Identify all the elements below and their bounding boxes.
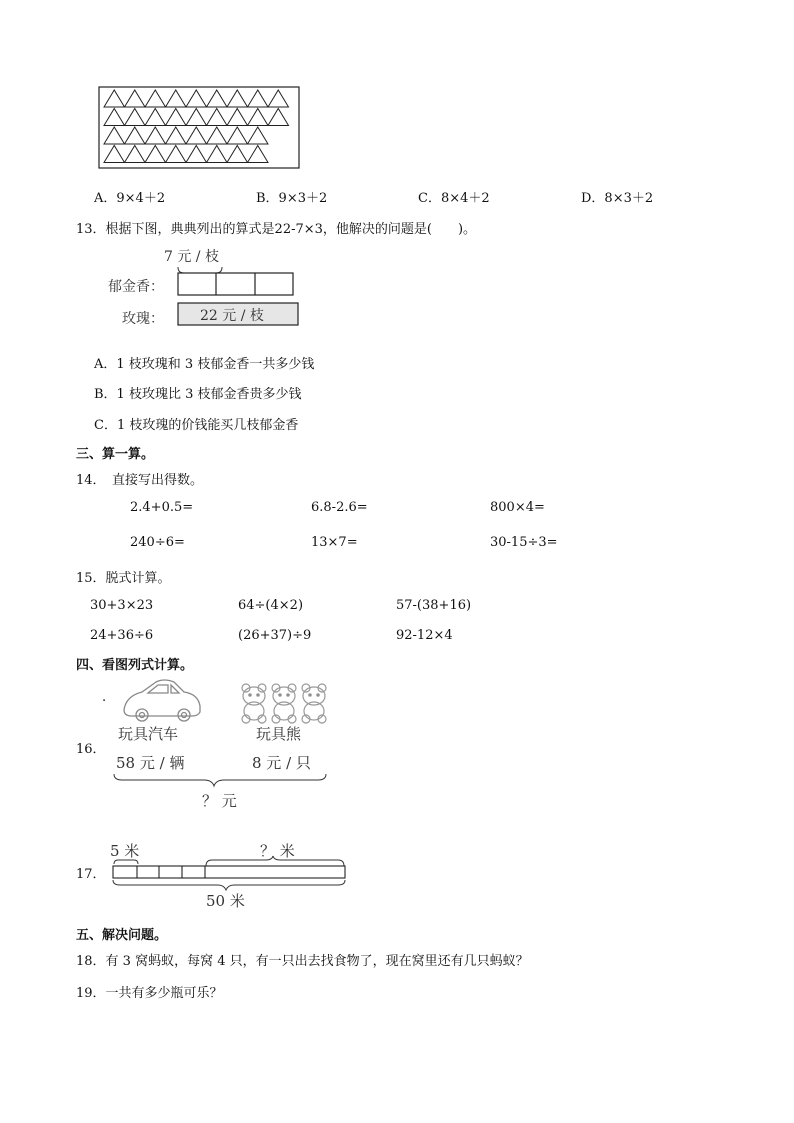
q13-option-b[interactable]: B．1 枝玫瑰比 3 枝郁金香贵多少钱 (94, 387, 302, 402)
toy-car-icon (124, 680, 200, 721)
q15-item: 24+36÷6 (90, 628, 154, 643)
q16-number: 16． (76, 742, 106, 757)
triangle-icon (145, 90, 166, 107)
triangle-icon (227, 146, 248, 163)
unknown-label: ？ 米 (260, 842, 295, 860)
triangle-icon (207, 90, 228, 107)
tulip-label: 郁金香： (108, 279, 164, 295)
triangle-icon (227, 109, 248, 126)
tulip-price-label: 7 元 / 枝 (164, 249, 219, 265)
total-length-label: 50 米 (206, 892, 245, 910)
triangle-icon (125, 146, 146, 163)
bear-price: 8 元 / 只 (252, 754, 311, 772)
segment-label: 5 米 (110, 842, 140, 860)
triangle-icon (268, 109, 289, 126)
triangle-icon (248, 146, 269, 163)
q14-stem: 14． 直接写出得数。 (76, 473, 204, 488)
triangle-array-figure (98, 86, 301, 170)
rose-price: 22 元 / 枝 (200, 308, 264, 324)
triangle-icon (125, 109, 146, 126)
toy-bear-icon (242, 684, 326, 723)
q15-item: 92-12×4 (396, 628, 453, 643)
toy-price-figure (108, 676, 336, 810)
q12-option-d[interactable]: D．8×3＋2 (581, 191, 654, 206)
triangle-icon (186, 146, 207, 163)
section-3-title: 三、算一算。 (76, 447, 155, 462)
q16-dot: . (102, 690, 107, 705)
section-5-title: 五、解决问题。 (76, 928, 168, 943)
q15-item: 30+3×23 (90, 598, 154, 613)
bear-label: 玩具熊 (256, 725, 302, 743)
triangle-icon (166, 109, 187, 126)
triangle-icon (186, 127, 207, 144)
triangle-icon (268, 90, 289, 107)
triangle-icon (248, 127, 269, 144)
total-unknown: ？ 元 (202, 792, 237, 810)
q14-item: 2.4+0.5= (130, 500, 194, 515)
q15-stem: 15．脱式计算。 (76, 571, 171, 586)
q13-stem: 13．根据下图，典典列出的算式是22-7×3，他解决的问题是( )。 (76, 222, 477, 237)
q15-item: (26+37)÷9 (238, 628, 312, 643)
q13-option-a[interactable]: A．1 枝玫瑰和 3 枝郁金香一共多少钱 (94, 357, 315, 372)
q12-option-c[interactable]: C．8×4＋2 (418, 191, 490, 206)
segment-diagram (108, 840, 350, 912)
triangle-icon (166, 90, 187, 107)
q14-item: 13×7= (311, 535, 358, 550)
q14-item: 240÷6= (130, 535, 185, 550)
triangle-icon (186, 90, 207, 107)
triangle-icon (207, 146, 228, 163)
triangle-icon (104, 146, 125, 163)
triangle-icon (166, 146, 187, 163)
triangle-icon (207, 127, 228, 144)
q15-item: 64÷(4×2) (238, 598, 304, 613)
triangle-icon (145, 127, 166, 144)
section-4-title: 四、看图列式计算。 (76, 658, 194, 673)
rose-label: 玫瑰： (122, 311, 164, 327)
triangle-icon (125, 90, 146, 107)
q18-text: 18．有 3 窝蚂蚁，每窝 4 只，有一只出去找食物了，现在窝里还有几只蚂蚁？ (76, 954, 529, 969)
triangle-icon (227, 90, 248, 107)
car-price: 58 元 / 辆 (116, 754, 185, 772)
car-label: 玩具汽车 (118, 725, 179, 743)
triangle-icon (248, 90, 269, 107)
triangle-icon (104, 90, 125, 107)
q14-item: 30-15÷3= (490, 535, 558, 550)
triangle-icon (145, 146, 166, 163)
q12-option-a[interactable]: A．9×4＋2 (94, 191, 166, 206)
triangle-icon (248, 109, 269, 126)
q17-number: 17． (76, 867, 106, 882)
triangle-icon (125, 127, 146, 144)
q14-item: 6.8-2.6= (311, 500, 368, 515)
triangle-icon (104, 109, 125, 126)
q13-option-c[interactable]: C．1 枝玫瑰的价钱能买几枝郁金香 (94, 418, 299, 433)
triangle-icon (145, 109, 166, 126)
triangle-icon (104, 127, 125, 144)
q15-item: 57-(38+16) (396, 598, 472, 613)
q12-option-b[interactable]: B．9×3＋2 (256, 191, 328, 206)
triangle-icon (166, 127, 187, 144)
flower-price-figure (104, 243, 304, 331)
triangle-icon (227, 127, 248, 144)
q14-item: 800×4= (490, 500, 545, 515)
triangle-icon (207, 109, 228, 126)
triangle-icon (186, 109, 207, 126)
q19-text: 19．一共有多少瓶可乐？ (76, 986, 223, 1001)
